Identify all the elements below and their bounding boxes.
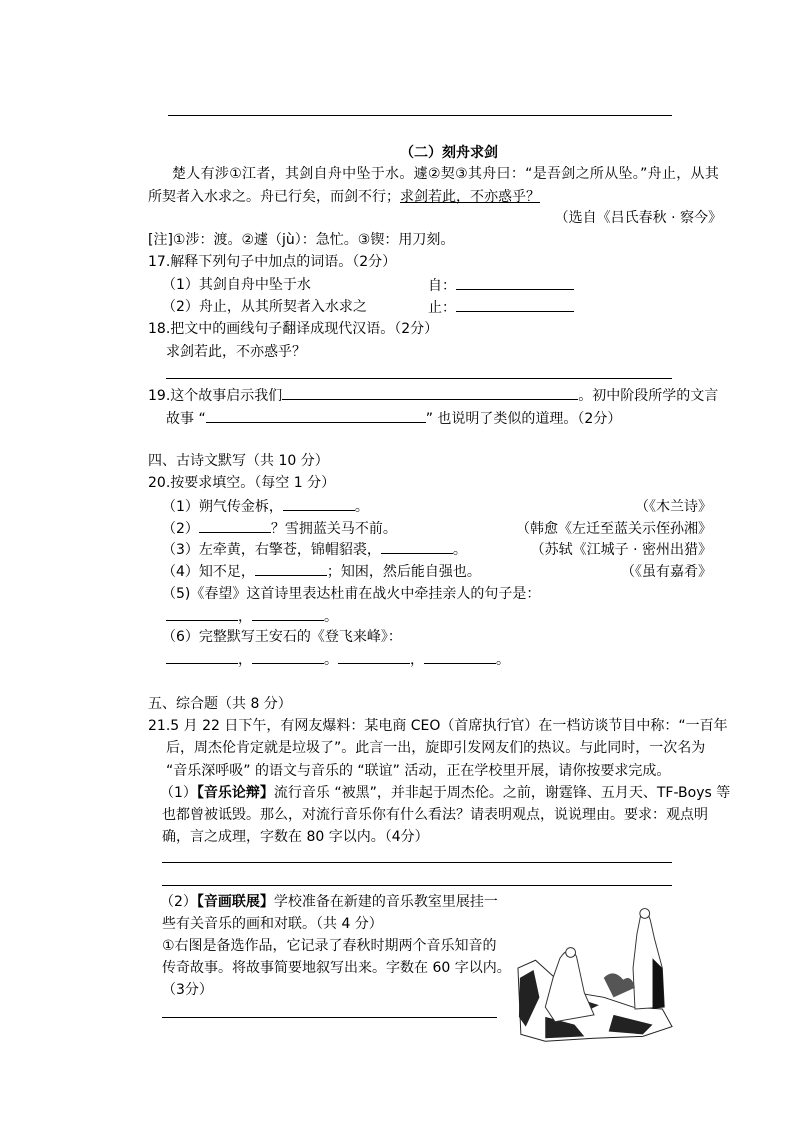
text: 。	[354, 499, 369, 515]
answer-blank[interactable]	[282, 385, 578, 400]
q20-row-1	[162, 496, 712, 516]
q20-item-1	[162, 496, 369, 517]
text: （1）朔气传金柝，	[162, 499, 283, 515]
text: 。	[452, 542, 467, 558]
q17-word-2	[428, 297, 574, 317]
text: （1）	[160, 785, 197, 801]
text: 。	[324, 652, 338, 668]
q19-line-2	[166, 408, 621, 428]
q17-stem: 17.解释下列句子中加点的词语。（2分）	[148, 254, 397, 270]
seated-head	[566, 948, 576, 958]
q20-source-1: （《木兰诗》	[635, 499, 712, 515]
answer-blank[interactable]	[381, 539, 453, 554]
q20-stem: 20.按要求填空。（每空 1 分）	[148, 475, 336, 491]
q17-item-2: （2）舟止，从其所契者入水求之	[162, 299, 367, 315]
text: 流行音乐 “被黑”，并非起于周杰伦。之前，谢霆锋、五月天、TF-Boys 等	[273, 785, 731, 801]
q20-item-6: （6）完整默写王安石的《登飞来峰》：	[162, 629, 402, 645]
q21-sub2-line-1	[160, 892, 498, 912]
answer-blank[interactable]	[199, 518, 271, 533]
answer-blank[interactable]	[252, 606, 324, 621]
underlined-sentence: 求剑若此，不亦惑乎？	[400, 189, 540, 205]
answer-blank[interactable]	[166, 606, 238, 621]
text: 。	[496, 652, 510, 668]
q20-item-5-blanks	[166, 606, 338, 626]
q21-sub2-line-2: 些有关音乐的画和对联。（共 4 分）	[162, 916, 383, 932]
text: ；知困，然后能自强也。	[326, 564, 481, 580]
q20-item-4	[162, 561, 481, 582]
passage-title: （二）刻舟求剑	[400, 145, 498, 161]
sub1-tag: 【音乐论辩】	[196, 785, 274, 801]
word-label: 自：	[428, 278, 456, 294]
passage-text: 所契者入水求之。舟已行矣，而剑不行；	[148, 189, 400, 205]
q18-answer-line[interactable]	[166, 378, 672, 379]
text: ，	[410, 652, 424, 668]
q21-sub2-line-5: （3分）	[162, 982, 213, 998]
q20-row-4	[162, 561, 712, 581]
q21-line-2: 后，周杰伦肯定就是垃圾了”。此言一出，旋即引发网友们的热议。与此同时，一次名为	[166, 740, 706, 756]
text: ，	[238, 652, 252, 668]
q21-sub1-line-2: 也都曾被诋毁。那么，对流行音乐你有什么看法？请表明观点，说说理由。要求：观点明	[162, 807, 708, 823]
q21-sub2-line-4: 传奇故事。将故事简要地叙写出来。字数在 60 字以内。	[162, 960, 511, 976]
q17-word-1	[428, 275, 574, 295]
q20-item-6-blanks	[166, 649, 510, 669]
q20-source-3: （苏轼《江城子 · 密州出猎》	[530, 542, 712, 558]
answer-line[interactable]	[162, 1017, 497, 1018]
q21-line-3: “音乐深呼吸” 的语文与音乐的 “联谊” 活动，正在学校里开展，请你按要求完成。	[166, 763, 671, 779]
top-answer-line	[168, 115, 672, 116]
sub2-tag: 【音画联展】	[196, 894, 274, 910]
answer-blank[interactable]	[456, 297, 574, 312]
q20-item-3	[162, 539, 467, 560]
q20-row-2	[162, 518, 712, 538]
passage-line-2	[148, 187, 540, 207]
q20-source-2: （韩愈《左迁至蓝关示侄孙湘》	[516, 521, 712, 537]
q20-row-3	[162, 539, 712, 559]
answer-blank[interactable]	[252, 649, 324, 664]
text: ，	[238, 609, 252, 625]
q21-sub1-line-1	[160, 783, 730, 803]
answer-blank[interactable]	[424, 649, 496, 664]
passage-line-1: 楚人有涉①江者，其剑自舟中坠于水。遽②契③其舟曰：“是吾剑之所从坠。”舟止，从其	[172, 166, 720, 182]
text: 学校准备在新建的音乐教室里展挂一	[273, 894, 498, 910]
word-label: 止：	[428, 300, 456, 316]
q21-line-1: 21.5 月 22 日下午，有网友爆料：某电商 CEO（首席执行官）在一档访谈节目中称：“一百年	[148, 718, 728, 734]
passage-note: [注]①涉：渡。②遽（jù）：急忙。③锲：用刀刻。	[148, 232, 455, 248]
q17-item-1: （1）其剑自舟中坠于水	[162, 277, 311, 293]
answer-blank[interactable]	[166, 649, 238, 664]
q18-stem: 18.把文中的画线句子翻译成现代汉语。（2分）	[148, 321, 439, 337]
q20-item-2	[162, 518, 397, 539]
q21-sub2-line-3: ①右图是备选作品，它记录了春秋时期两个音乐知音的	[162, 938, 497, 954]
section4-heading: 四、古诗文默写（共 10 分）	[148, 453, 329, 469]
text: （4）知不足，	[162, 564, 255, 580]
answer-blank[interactable]	[283, 496, 355, 511]
foliage	[604, 973, 635, 997]
q20-source-4: （《虽有嘉肴》	[621, 564, 712, 580]
standing-head	[640, 909, 650, 919]
text: （3）左牵黄，右擎苍，锦帽貂裘，	[162, 542, 381, 558]
answer-line[interactable]	[162, 885, 672, 886]
answer-blank[interactable]	[338, 649, 410, 664]
text: ？雪拥蓝关马不前。	[270, 521, 397, 537]
q21-sub1-line-3: 确，言之成理，字数在 80 字以内。（4分）	[162, 829, 429, 845]
answer-blank[interactable]	[255, 561, 327, 576]
q18-sentence: 求剑若此，不亦惑乎？	[166, 344, 306, 360]
robe-dark	[653, 958, 665, 1009]
answer-line[interactable]	[162, 862, 672, 863]
text: （2）	[160, 894, 197, 910]
q19-text: ” 也说明了类似的道理。（2分）	[425, 411, 622, 427]
text: 。	[324, 609, 338, 625]
section5-heading: 五、综合题（共 8 分）	[148, 696, 292, 712]
q20-item-5: （5)《春望》这首诗里表达杜甫在战火中牵挂亲人的句子是：	[162, 586, 541, 602]
q19-text: 19.这个故事启示我们	[148, 388, 283, 404]
passage-source: （选自《吕氏春秋 · 察今》	[554, 210, 722, 226]
answer-blank[interactable]	[206, 408, 426, 423]
text: （2）	[162, 521, 199, 537]
q19-text: 。初中阶段所学的文言	[578, 388, 719, 404]
q19-text: 故事 “	[166, 411, 206, 427]
musicians-illustration	[516, 898, 674, 1043]
answer-blank[interactable]	[456, 275, 574, 290]
seated-musician	[545, 950, 594, 1021]
q19-line-1	[148, 385, 718, 405]
